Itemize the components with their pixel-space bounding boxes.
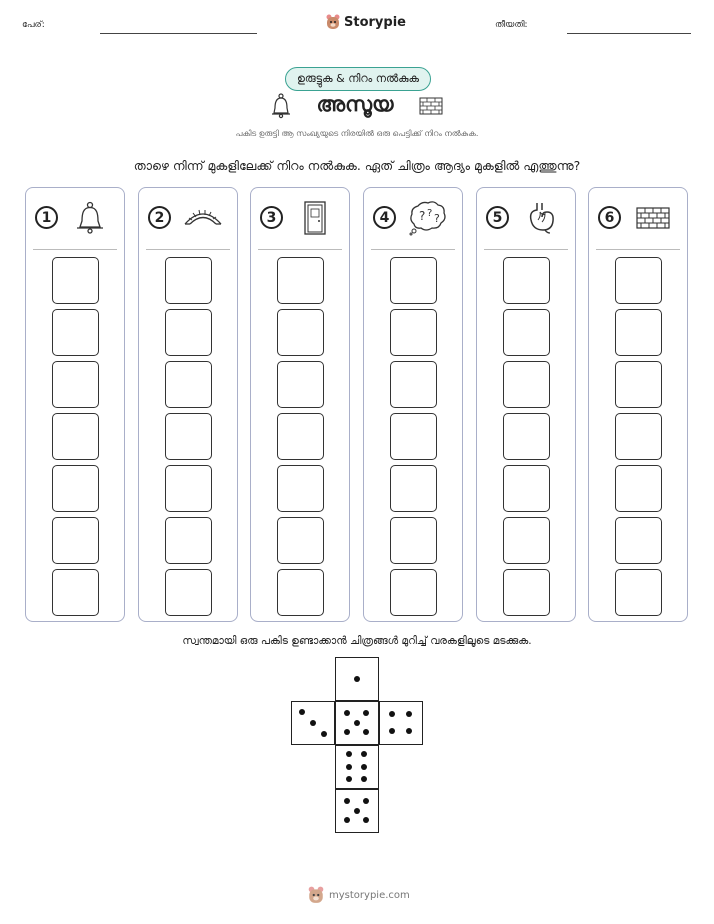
pip [344, 729, 350, 735]
color-box[interactable] [165, 413, 212, 460]
color-box[interactable] [390, 517, 437, 564]
svg-text:?: ? [419, 209, 426, 223]
column-number: 5 [486, 206, 509, 229]
stone-bridge-icon [183, 200, 223, 236]
color-box[interactable] [503, 361, 550, 408]
pip [344, 710, 350, 716]
color-box[interactable] [165, 309, 212, 356]
column-divider [371, 249, 455, 250]
color-box[interactable] [52, 569, 99, 616]
die-face-5 [335, 701, 379, 745]
color-box[interactable] [277, 309, 324, 356]
color-box[interactable] [503, 465, 550, 512]
question: താഴെ നിന്ന് മുകളിലേക്ക് നിറം നൽകുക. ഏത് ചിത്രം ആദ്യം മുകളിൽ എത്തുന്നു? [133, 158, 581, 173]
page-title: അസൂയ [316, 92, 394, 116]
name-label: പേര്: [22, 20, 45, 30]
footer [308, 886, 410, 904]
pip [321, 731, 327, 737]
color-box[interactable] [390, 361, 437, 408]
brick-wall-icon [635, 200, 671, 236]
column-divider [33, 249, 117, 250]
pip [299, 709, 305, 715]
pip [346, 776, 352, 782]
brick-wall-icon [419, 97, 443, 115]
color-box[interactable] [52, 309, 99, 356]
pip [361, 751, 367, 757]
bell-icon [270, 93, 292, 119]
stomach-icon [523, 200, 559, 236]
column-3 [250, 187, 350, 622]
column-number: 6 [598, 206, 621, 229]
bear-mascot-icon [326, 14, 340, 30]
die-face-3 [291, 701, 335, 745]
color-box[interactable] [277, 413, 324, 460]
date-field-line[interactable] [567, 33, 691, 34]
color-box[interactable] [277, 465, 324, 512]
svg-text:?: ? [427, 208, 433, 219]
pip [310, 720, 316, 726]
color-box[interactable] [165, 361, 212, 408]
color-box[interactable] [390, 413, 437, 460]
color-box[interactable] [277, 257, 324, 304]
color-box[interactable] [615, 257, 662, 304]
color-box[interactable] [503, 569, 550, 616]
door-icon [297, 200, 333, 236]
column-6 [588, 187, 688, 622]
cutout-instruction: സ്വന്തമായി ഒരു പകിട ഉണ്ടാക്കാൻ ചിത്രങ്ങൾ മുറിച്ച് വരകളിലൂടെ മടക്കുക. [182, 635, 532, 647]
color-box[interactable] [52, 465, 99, 512]
pip [346, 751, 352, 757]
color-box[interactable] [615, 517, 662, 564]
color-box[interactable] [52, 361, 99, 408]
color-box[interactable] [390, 569, 437, 616]
color-box[interactable] [277, 517, 324, 564]
column-number: 1 [35, 206, 58, 229]
column-divider [484, 249, 568, 250]
die-face-5 [335, 789, 379, 833]
column-5 [476, 187, 576, 622]
pip [363, 729, 369, 735]
column-1 [25, 187, 125, 622]
color-box[interactable] [503, 257, 550, 304]
color-box[interactable] [165, 257, 212, 304]
color-box[interactable] [277, 569, 324, 616]
pip [361, 764, 367, 770]
color-box[interactable] [615, 413, 662, 460]
pip [406, 711, 412, 717]
name-field-line[interactable] [100, 33, 257, 34]
footer-url: mystorypie.com [329, 889, 410, 901]
color-box[interactable] [615, 309, 662, 356]
bear-mascot-icon [308, 886, 324, 904]
pip [354, 720, 360, 726]
column-divider [258, 249, 342, 250]
column-4 [363, 187, 463, 622]
color-box[interactable] [165, 517, 212, 564]
column-number: 4 [373, 206, 396, 229]
die-face-1 [335, 657, 379, 701]
column-2 [138, 187, 238, 622]
activity-pill: ഉരുട്ടുക & നിറം നൽകുക [285, 67, 431, 91]
subtitle: പകിട ഉരുട്ടി ആ സംഖ്യയുടെ നിരയിൽ ഒരു പെട്ടിക്ക് നിറം നൽകുക. [235, 129, 479, 138]
pip [344, 817, 350, 823]
brand-name: Storypie [344, 14, 406, 30]
pip [406, 728, 412, 734]
date-label: തീയതി: [495, 20, 528, 30]
pip [389, 711, 395, 717]
bell-icon [72, 200, 108, 236]
pip [363, 817, 369, 823]
color-box[interactable] [165, 569, 212, 616]
color-box[interactable] [503, 517, 550, 564]
color-box[interactable] [390, 257, 437, 304]
color-box[interactable] [503, 413, 550, 460]
pip [346, 764, 352, 770]
svg-text:?: ? [434, 212, 440, 225]
color-box[interactable] [165, 465, 212, 512]
brand-logo [326, 14, 406, 30]
color-box[interactable] [615, 361, 662, 408]
pip [354, 676, 360, 682]
column-number: 3 [260, 206, 283, 229]
color-box[interactable] [390, 309, 437, 356]
column-divider [596, 249, 680, 250]
pip [344, 798, 350, 804]
die-face-6 [335, 745, 379, 789]
color-box[interactable] [277, 361, 324, 408]
color-box[interactable] [52, 517, 99, 564]
column-number: 2 [148, 206, 171, 229]
pip [363, 710, 369, 716]
pip [389, 728, 395, 734]
question-thought-bubble-icon [408, 200, 448, 236]
color-box[interactable] [52, 413, 99, 460]
die-face-4 [379, 701, 423, 745]
pip [354, 808, 360, 814]
column-divider [146, 249, 230, 250]
color-box[interactable] [52, 257, 99, 304]
color-box[interactable] [615, 465, 662, 512]
color-box[interactable] [615, 569, 662, 616]
color-box[interactable] [390, 465, 437, 512]
pip [363, 798, 369, 804]
color-box[interactable] [503, 309, 550, 356]
pip [361, 776, 367, 782]
